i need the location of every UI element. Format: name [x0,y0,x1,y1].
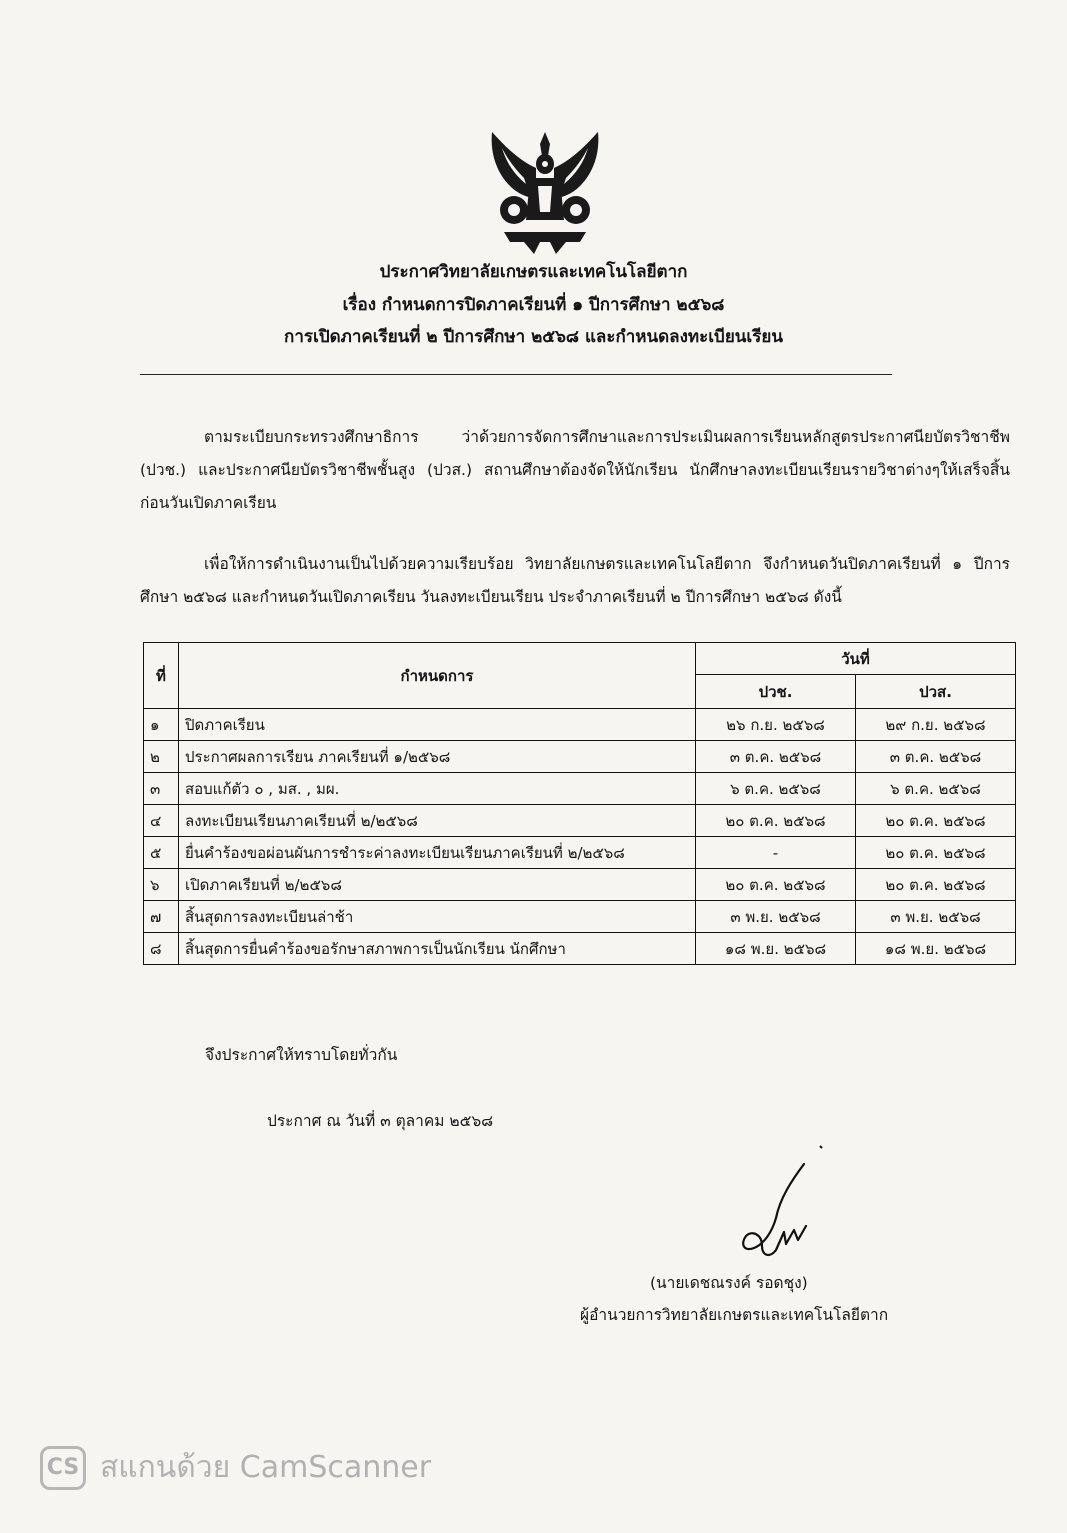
announcement-subject: เรื่อง กำหนดการปิดภาคเรียนที่ ๑ ปีการศึกษา ๒๕๖๘ [342,295,725,315]
row-item: ประกาศผลการเรียน ภาคเรียนที่ ๑/๒๕๖๘ [179,741,696,773]
row-item: สิ้นสุดการยื่นคำร้องขอรักษาสภาพการเป็นนักเรียน นักศึกษา [179,933,696,965]
row-number: ๘ [144,933,179,965]
row-number: ๒ [144,741,179,773]
row-number: ๔ [144,805,179,837]
row-date-pvc: ๒๖ ก.ย. ๒๕๖๘ [696,709,856,741]
row-date-pvc: ๓ ต.ค. ๒๕๖๘ [696,741,856,773]
announcement-subject-continued: การเปิดภาคเรียนที่ ๒ ปีการศึกษา ๒๕๖๘ และกำหนดลงทะเบียนเรียน [284,327,783,347]
row-date-pvc: ๒๐ ต.ค. ๒๕๖๘ [696,869,856,901]
camscanner-logo-icon: CS [40,1446,86,1490]
row-number: ๓ [144,773,179,805]
table-row [144,773,1016,805]
table-row [144,805,1016,837]
table-row [144,837,1016,869]
row-date-pvs: ๒๙ ก.ย. ๒๕๖๘ [856,709,1016,741]
row-number: ๕ [144,837,179,869]
row-date-pvc: ๓ พ.ย. ๒๕๖๘ [696,901,856,933]
announcement-date: ประกาศ ณ วันที่ ๓ ตุลาคม ๒๕๖๘ [267,1112,494,1130]
row-date-pvs: ๑๘ พ.ย. ๒๕๖๘ [856,933,1016,965]
row-item: สิ้นสุดการลงทะเบียนล่าช้า [179,901,696,933]
row-item: ลงทะเบียนเรียนภาคเรียนที่ ๒/๒๕๖๘ [179,805,696,837]
row-number: ๑ [144,709,179,741]
row-number: ๗ [144,901,179,933]
table-row [144,869,1016,901]
announcement-title: ประกาศวิทยาลัยเกษตรและเทคโนโลยีตาก [379,262,688,282]
handwritten-signature [736,1140,836,1270]
header-pvc: ปวช. [696,675,856,709]
row-number: ๖ [144,869,179,901]
row-date-pvs: ๒๐ ต.ค. ๒๕๖๘ [856,869,1016,901]
row-date-pvs: ๓ ต.ค. ๒๕๖๘ [856,741,1016,773]
header-schedule-item: กำหนดการ [179,643,696,709]
row-date-pvc: ๖ ต.ค. ๒๕๖๘ [696,773,856,805]
header-pvs: ปวส. [856,675,1016,709]
row-date-pvc: - [696,837,856,869]
row-date-pvc: ๒๐ ต.ค. ๒๕๖๘ [696,805,856,837]
signer-position: ผู้อำนวยการวิทยาลัยเกษตรและเทคโนโลยีตาก [580,1306,889,1324]
signer-name: (นายเดชณรงค์ รอดชุง) [650,1274,808,1292]
row-date-pvc: ๑๘ พ.ย. ๒๕๖๘ [696,933,856,965]
table-header-row [144,643,1016,675]
row-date-pvs: ๒๐ ต.ค. ๒๕๖๘ [856,805,1016,837]
body-paragraph-1: ตามระเบียบกระทรวงศึกษาธิการ ว่าด้วยการจัดการศึกษาและการประเมินผลการเรียนหลักสูตรประกาศนียบัตรวิชาชีพ (ปวช.) และประกาศนียบัตรวิชาชีพชั้นสูง (ปวส.) สถานศึกษาต้องจัดให้นักเรียน นักศึกษาลงทะเบียนเรียนรายวิชาต่างๆให้เสร็จสิ้นก่อนวันเปิดภาคเรียน [140,428,1010,512]
table-row [144,901,1016,933]
header-divider [140,374,892,375]
row-date-pvs: ๓ พ.ย. ๒๕๖๘ [856,901,1016,933]
watermark-text: สแกนด้วย CamScanner [100,1450,432,1485]
row-item: สอบแก้ตัว ๐ , มส. , มผ. [179,773,696,805]
table-row [144,709,1016,741]
garuda-emblem-icon [484,128,606,256]
header-date: วันที่ [696,643,1016,675]
row-date-pvs: ๒๐ ต.ค. ๒๕๖๘ [856,837,1016,869]
row-item: ปิดภาคเรียน [179,709,696,741]
schedule-table [143,642,1016,965]
closing-statement: จึงประกาศให้ทราบโดยทั่วกัน [205,1046,398,1064]
table-row [144,933,1016,965]
table-row [144,741,1016,773]
camscanner-watermark [40,1444,431,1491]
body-paragraph-2: เพื่อให้การดำเนินงานเป็นไปด้วยความเรียบร้อย วิทยาลัยเกษตรและเทคโนโลยีตาก จึงกำหนดวันปิดภาคเรียนที่ ๑ ปีการศึกษา ๒๕๖๘ และกำหนดวันเปิดภาคเรียน วันลงทะเบียนเรียน ประจำภาคเรียนที่ ๒ ปีการศึกษา ๒๕๖๘ ดังนี้ [140,555,1010,606]
row-item: เปิดภาคเรียนที่ ๒/๒๕๖๘ [179,869,696,901]
header-number: ที่ [144,643,179,709]
row-item: ยื่นคำร้องขอผ่อนผันการชำระค่าลงทะเบียนเรียนภาคเรียนที่ ๒/๒๕๖๘ [179,837,696,869]
row-date-pvs: ๖ ต.ค. ๒๕๖๘ [856,773,1016,805]
